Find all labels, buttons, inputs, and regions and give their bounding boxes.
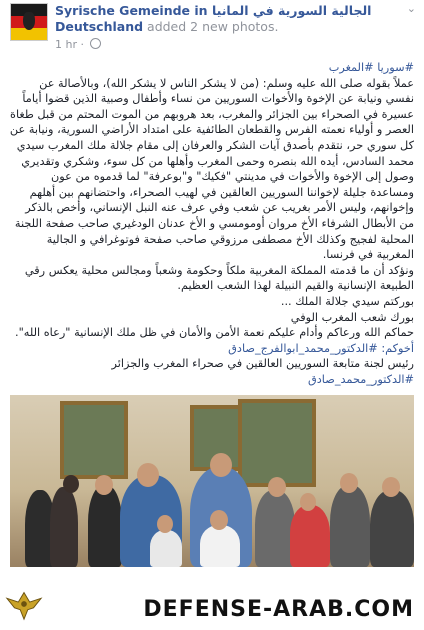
head (340, 473, 358, 493)
post-photo[interactable] (10, 395, 414, 567)
portrait-frame (238, 399, 316, 487)
portrait-frame (60, 401, 128, 479)
paragraph: رئيس لجنة متابعة السوريين العالقين في صحراء المغرب والجزائر (111, 357, 414, 371)
head (300, 493, 316, 511)
signature-hashtag[interactable]: #الدكتور_محمد_صادق (308, 372, 414, 386)
post-header (55, 3, 395, 35)
paragraph: بوركتم سيدي جلالة الملك ... (280, 294, 414, 308)
post-meta: 1 hr · (55, 38, 101, 51)
post-action: added 2 new photos. (147, 19, 279, 34)
chevron-down-icon[interactable]: ⌄ (406, 2, 416, 15)
person (255, 490, 295, 567)
paragraph: بورك شعب المغرب الوفي (290, 310, 414, 324)
head (382, 477, 400, 497)
person (88, 485, 122, 567)
person (330, 485, 370, 567)
post-body (8, 60, 414, 387)
watermark (0, 575, 424, 630)
hashtags-top[interactable]: #سوريا #المغرب (328, 61, 414, 74)
head (210, 453, 232, 477)
person (50, 487, 78, 567)
globe-icon (90, 38, 101, 49)
post-time[interactable]: 1 hr (55, 38, 77, 51)
signature-hashtag[interactable]: أخوكم: #الدكتور_محمد_ابوالفرج_صادق (228, 341, 414, 355)
page-name-link[interactable]: Syrische Gemeinde in الجالية السورية في المانيا Deutschland (55, 3, 372, 34)
head (210, 510, 228, 530)
paragraph: عملاً بقوله صلى الله عليه وسلم: (من لا يشكر الناس لا يشكر الله)، وبالأصالة عن نفسي ونيابة عن الإخوة والأخوات السوريين من نساء وأطفال وصبية الذين قضوا أياماً عسيرة في الصحراء بين الجزائر والمغرب، بعد هروبهم من الموت المحتم من قبل طغاة العصر و أولياء نعمته الفرس والقطعان الطائفية على امتداد الأراضي السورية، ونيابة عن كل سوري حر، نتقدم بأصدق آيات الشكر والعرفان إلى مقام جلالة ملك المغرب سيدي محمد السادس، أيده الله بنصره وحمى المغرب وأهلها من كل سوء، وشكري وتقديري وصول إلى الإخوة والأخوات في مدينتي "فكيك" و"بوعرفة" لما قدموه من عون ومساعدة جليلة لإخواننا السوريين العالقين في لهيب الصحراء، واحتضانهم بين أهلهم وإخوانهم، وليس الأمر بغريب عن شعب وفي عرف عنه النبل الإنساني، وأخص بالذكر من الأبطال الشرفاء الأخ مروان أومومسي و الأخ عدنان الودغيري صاحب صفحة اللجنة المحلية لفجيج وكذلك الأخ مصطفى مرزوقي صاحب صفحة فوتوغرافي و الجالية المغربية في فرنسا. (9, 76, 414, 262)
head (137, 463, 159, 487)
paragraph: ونؤكد أن ما قدمته المملكة المغربية ملكاً وحكومة وشعباً ومجالس محلية يعكس رقي الطبيعة الإنسانية والقيم النبيلة لهذا الشعب العظيم. (24, 263, 414, 293)
eagle-logo-icon (5, 585, 43, 623)
head (63, 475, 79, 493)
head (157, 515, 173, 533)
eagle-emblem-icon (23, 12, 35, 30)
watermark-site: DEFENSE-ARAB.COM (143, 597, 414, 622)
head (95, 475, 113, 495)
paragraph: حماكم الله ورعاكم وأدام عليكم نعمة الأمن والأمان في ظل ملك الإنسانية "رعاه الله". (15, 326, 414, 340)
head (268, 477, 286, 497)
person (370, 490, 414, 567)
page-avatar[interactable] (10, 3, 48, 41)
person (150, 530, 182, 567)
person (200, 525, 240, 567)
person (290, 505, 330, 567)
